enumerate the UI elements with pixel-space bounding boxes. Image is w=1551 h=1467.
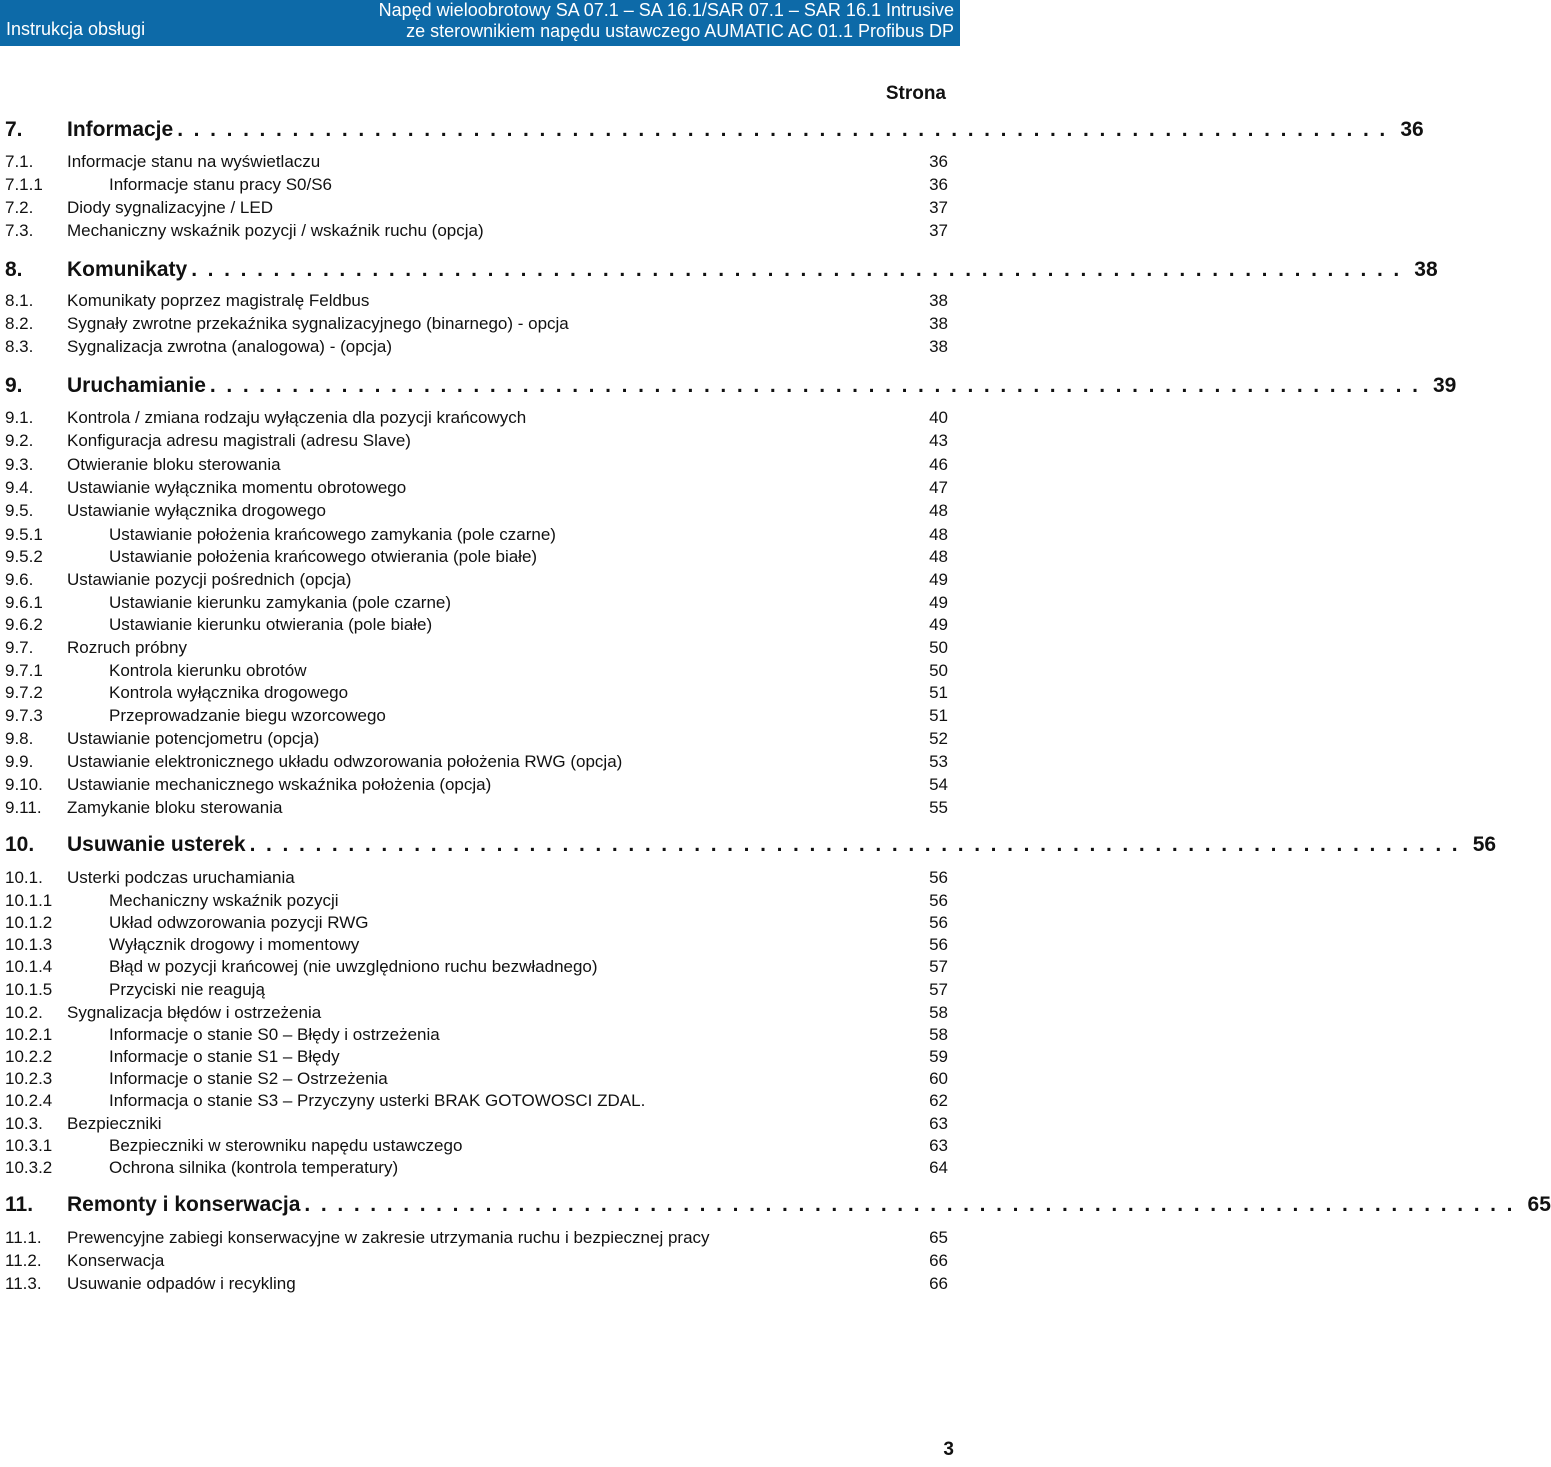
toc-entry-title: Konserwacja: [67, 1251, 165, 1270]
toc-entry-title: Informacje stanu na wyświetlaczu: [67, 152, 321, 171]
toc-entry-title: Sygnalizacja błędów i ostrzeżenia: [67, 1003, 322, 1022]
toc-entry-page: 38: [1414, 258, 1438, 281]
toc-entry-row[interactable]: [5, 152, 948, 174]
toc-entry-title: Ustawianie wyłącznika drogowego: [67, 501, 326, 520]
toc-entry-number: 10.1.5: [5, 980, 53, 999]
toc-entry-page: 37: [929, 221, 948, 240]
header-product-title: [379, 0, 954, 42]
toc-entry-number: 7.1.: [5, 152, 34, 171]
toc-entry-title: Konfiguracja adresu magistrali (adresu Slave): [67, 431, 411, 450]
toc-entry-title: Komunikaty poprzez magistralę Feldbus: [67, 291, 370, 310]
toc-entry-number: 11.: [5, 1193, 34, 1216]
toc-dot-leader: . . . . . . . . . . . . . . . . . . . . . . . . . . . . . . . . . . . . . . . . . . . . . . . . . . . . . . . . . . . . . . . . . . . . . . . . . .: [209, 374, 1421, 397]
toc-entry-row[interactable]: [5, 661, 948, 683]
toc-entry-number: 9.5.2: [5, 547, 43, 566]
toc-entry-row[interactable]: [5, 291, 948, 313]
toc-entry-number: 9.7.3: [5, 706, 43, 725]
toc-entry-title: Prewencyjne zabiegi konserwacyjne w zakresie utrzymania ruchu i bezpiecznej pracy: [67, 1228, 710, 1247]
toc-entry-number: 8.3.: [5, 337, 34, 356]
toc-entry-page: 59: [929, 1047, 948, 1066]
toc-entry-number: 10.3.1: [5, 1136, 53, 1155]
toc-entry-number: 11.3.: [5, 1274, 42, 1293]
toc-entry-number: 9.1.: [5, 408, 34, 427]
toc-entry-page: 37: [929, 198, 948, 217]
toc-entry-page: 36: [929, 152, 948, 171]
toc-entry-page: 38: [929, 314, 948, 333]
toc-entry-page: 65: [929, 1228, 948, 1247]
toc-entry-number: 10.2.: [5, 1003, 43, 1022]
toc-entry-number: 10.: [5, 833, 35, 856]
toc-entry-title: Ustawianie kierunku otwierania (pole białe): [109, 615, 433, 634]
toc-entry-title: Przeprowadzanie biegu wzorcowego: [109, 706, 386, 725]
toc-entry-number: 9.9.: [5, 752, 34, 771]
toc-entry-page: 49: [929, 593, 948, 612]
toc-entry-title: Ustawianie położenia krańcowego zamykania (pole czarne): [109, 525, 556, 544]
toc-entry-title: Bezpieczniki w sterowniku napędu ustawczego: [109, 1136, 463, 1155]
toc-entry-page: 64: [929, 1158, 948, 1177]
toc-entry-page: 56: [929, 868, 948, 887]
toc-entry-page: 49: [929, 615, 948, 634]
toc-entry-row[interactable]: [5, 1069, 948, 1091]
toc-entry-row[interactable]: [5, 337, 948, 359]
toc-entry-title: Układ odwzorowania pozycji RWG: [109, 913, 369, 932]
toc-entry-number: 9.10.: [5, 775, 43, 794]
toc-entry-row[interactable]: [5, 706, 948, 728]
toc-entry-number: 8.2.: [5, 314, 34, 333]
toc-entry-number: 9.5.1: [5, 525, 43, 544]
toc-entry-row[interactable]: [5, 198, 948, 220]
toc-entry-number: 10.3.: [5, 1114, 43, 1133]
toc-entry-row[interactable]: [5, 525, 948, 547]
toc-entry-title: Sygnalizacja zwrotna (analogowa) - (opcja): [67, 337, 393, 356]
toc-entry-page: 47: [929, 478, 948, 497]
toc-entry-title: Usuwanie odpadów i recykling: [67, 1274, 296, 1293]
toc-entry-number: 9.7.2: [5, 683, 43, 702]
toc-entry-page: 57: [929, 980, 948, 999]
toc-entry-title: Informacje: [67, 118, 174, 141]
toc-entry-title: Komunikaty: [67, 258, 188, 281]
toc-entry-number: 10.2.2: [5, 1047, 53, 1066]
toc-entry-number: 9.: [5, 374, 23, 397]
toc-entry-row[interactable]: [5, 1158, 948, 1180]
toc-entry-title: Mechaniczny wskaźnik pozycji: [109, 891, 339, 910]
toc-entry-row[interactable]: [5, 547, 948, 569]
toc-entry-page: 56: [1472, 833, 1497, 856]
toc-entry-number: 7.1.1: [5, 175, 43, 194]
toc-entry-row[interactable]: [5, 1003, 948, 1025]
toc-entry-row[interactable]: [5, 729, 948, 751]
toc-entry-number: 9.4.: [5, 478, 34, 497]
toc-entry-title: Informacje o stanie S1 – Błędy: [109, 1047, 340, 1066]
toc-entry-title: Kontrola / zmiana rodzaju wyłączenia dla pozycji krańcowych: [67, 408, 527, 427]
toc-entry-title: Ustawianie pozycji pośrednich (opcja): [67, 570, 352, 589]
toc-entry-page: 56: [929, 891, 948, 910]
toc-entry-number: 7.: [5, 118, 23, 141]
toc-entry-title: Ustawianie położenia krańcowego otwierania (pole białe): [109, 547, 538, 566]
toc-entry-number: 9.7.1: [5, 661, 43, 680]
toc-entry-row[interactable]: [5, 1274, 948, 1296]
toc-entry-page: 48: [929, 547, 948, 566]
toc-entry-row[interactable]: [5, 455, 948, 477]
toc-chapter-row[interactable]: [5, 118, 1424, 146]
toc-entry-page: 48: [929, 525, 948, 544]
toc-entry-number: 9.2.: [5, 431, 34, 450]
header-title-line-1: Napęd wieloobrotowy SA 07.1 – SA 16.1/SAR 07.1 – SAR 16.1 Intrusive: [378, 0, 954, 20]
toc-entry-row[interactable]: [5, 913, 948, 935]
toc-entry-title: Ustawianie potencjometru (opcja): [67, 729, 320, 748]
toc-entry-title: Bezpieczniki: [67, 1114, 162, 1133]
toc-dot-leader: . . . . . . . . . . . . . . . . . . . . . . . . . . . . . . . . . . . . . . . . . . . . . . . . . . . . . . . . . . . . . . . . . . . . . . . . . .: [177, 118, 1388, 141]
toc-entry-number: 9.5.: [5, 501, 34, 520]
toc-chapter-row[interactable]: [5, 258, 1438, 286]
toc-entry-page: 60: [929, 1069, 948, 1088]
toc-entry-title: Ustawianie mechanicznego wskaźnika położenia (opcja): [67, 775, 492, 794]
toc-entry-row[interactable]: [5, 1047, 948, 1069]
toc-entry-number: 10.2.3: [5, 1069, 53, 1088]
toc-entry-row[interactable]: [5, 1251, 948, 1273]
header-title-line-2: ze sterownikiem napędu ustawczego AUMATIC AC 01.1 Profibus DP: [406, 21, 954, 41]
toc-entry-page: 66: [929, 1274, 948, 1293]
toc-entry-number: 9.11.: [5, 798, 42, 817]
toc-entry-row[interactable]: [5, 775, 948, 797]
toc-entry-title: Ustawianie elektronicznego układu odwzorowania położenia RWG (opcja): [67, 752, 623, 771]
toc-entry-title: Sygnały zwrotne przekaźnika sygnalizacyjnego (binarnego) - opcja: [67, 314, 569, 333]
toc-entry-title: Przyciski nie reagują: [109, 980, 265, 999]
toc-entry-page: 43: [929, 431, 948, 450]
toc-entry-page: 46: [929, 455, 948, 474]
toc-entry-number: 9.6.2: [5, 615, 43, 634]
toc-entry-number: 8.1.: [5, 291, 34, 310]
toc-entry-page: 50: [929, 638, 948, 657]
toc-entry-row[interactable]: [5, 638, 948, 660]
toc-entry-title: Informacja o stanie S3 – Przyczyny usterki BRAK GOTOWOSCI ZDAL.: [109, 1091, 646, 1110]
toc-entry-number: 10.3.2: [5, 1158, 53, 1177]
toc-entry-number: 10.1.4: [5, 957, 53, 976]
toc-entry-row[interactable]: [5, 752, 948, 774]
toc-entry-row[interactable]: [5, 408, 948, 430]
toc-entry-page: 49: [929, 570, 948, 589]
toc-entry-page: 51: [929, 683, 948, 702]
toc-dot-leader: . . . . . . . . . . . . . . . . . . . . . . . . . . . . . . . . . . . . . . . . . . . . . . . . . . . . . . . . . . . . . . . . . . . . . . . . . .: [249, 833, 1461, 856]
toc-entry-row[interactable]: [5, 478, 948, 500]
toc-chapter-row[interactable]: [5, 374, 1457, 402]
page-number: 3: [943, 1439, 954, 1460]
toc-entry-page: 63: [929, 1136, 948, 1155]
toc-entry-row[interactable]: [5, 314, 948, 336]
toc-entry-title: Błąd w pozycji krańcowej (nie uwzględniono ruchu bezwładnego): [109, 957, 598, 976]
toc-entry-number: 11.1.: [5, 1228, 42, 1247]
toc-entry-page: 58: [929, 1003, 948, 1022]
toc-entry-page: 36: [929, 175, 948, 194]
toc-entry-number: 9.3.: [5, 455, 34, 474]
toc-entry-row[interactable]: [5, 431, 948, 453]
toc-entry-number: 7.3.: [5, 221, 34, 240]
toc-entry-number: 10.2.1: [5, 1025, 53, 1044]
toc-entry-page: 48: [929, 501, 948, 520]
toc-entry-title: Rozruch próbny: [67, 638, 188, 657]
toc-entry-row[interactable]: [5, 891, 948, 913]
toc-entry-title: Kontrola wyłącznika drogowego: [109, 683, 349, 702]
toc-entry-page: 38: [929, 291, 948, 310]
toc-entry-row[interactable]: [5, 221, 948, 243]
toc-entry-title: Ochrona silnika (kontrola temperatury): [109, 1158, 399, 1177]
toc-entry-page: 56: [929, 913, 948, 932]
toc-entry-page: 58: [929, 1025, 948, 1044]
toc-entry-page: 36: [1400, 118, 1424, 141]
toc-dot-leader: . . . . . . . . . . . . . . . . . . . . . . . . . . . . . . . . . . . . . . . . . . . . . . . . . . . . . . . . . . . . . . . . . . . . . . . . . .: [304, 1193, 1515, 1216]
toc-dot-leader: . . . . . . . . . . . . . . . . . . . . . . . . . . . . . . . . . . . . . . . . . . . . . . . . . . . . . . . . . . . . . . . . . . . . . . . . . .: [191, 258, 1402, 281]
toc-entry-title: Usterki podczas uruchamiania: [67, 868, 295, 887]
toc-entry-page: 50: [929, 661, 948, 680]
toc-entry-row[interactable]: [5, 175, 948, 197]
toc-entry-page: 53: [929, 752, 948, 771]
toc-entry-row[interactable]: [5, 593, 948, 615]
toc-entry-title: Kontrola kierunku obrotów: [109, 661, 307, 680]
toc-entry-number: 10.1.3: [5, 935, 53, 954]
toc-entry-number: 7.2.: [5, 198, 34, 217]
toc-entry-page: 51: [929, 706, 948, 725]
toc-entry-row[interactable]: [5, 570, 948, 592]
toc-entry-row[interactable]: [5, 868, 948, 890]
toc-entry-page: 52: [929, 729, 948, 748]
toc-chapter-row[interactable]: [5, 1193, 1551, 1221]
toc-entry-page: 40: [929, 408, 948, 427]
toc-entry-row[interactable]: [5, 1228, 948, 1250]
toc-entry-number: 9.8.: [5, 729, 34, 748]
toc-entry-title: Informacje stanu pracy S0/S6: [109, 175, 333, 194]
toc-entry-number: 8.: [5, 258, 23, 281]
toc-entry-title: Ustawianie kierunku zamykania (pole czarne): [109, 593, 452, 612]
toc-entry-page: 57: [929, 957, 948, 976]
toc-entry-number: 10.1.1: [5, 891, 53, 910]
toc-entry-title: Uruchamianie: [67, 374, 206, 397]
toc-entry-number: 10.1.2: [5, 913, 53, 932]
toc-entry-page: 66: [929, 1251, 948, 1270]
toc-chapter-row[interactable]: [5, 833, 1497, 861]
toc-entry-number: 9.6.: [5, 570, 34, 589]
toc-entry-row[interactable]: [5, 798, 948, 820]
toc-entry-row[interactable]: [5, 957, 948, 979]
toc-entry-row[interactable]: [5, 935, 948, 957]
toc-entry-row[interactable]: [5, 501, 948, 523]
toc-entry-page: 62: [929, 1091, 948, 1110]
toc-entry-title: Informacje o stanie S2 – Ostrzeżenia: [109, 1069, 388, 1088]
toc-entry-page: 54: [929, 775, 948, 794]
toc-entry-row[interactable]: [5, 1091, 948, 1113]
toc-entry-page: 55: [929, 798, 948, 817]
toc-entry-number: 11.2.: [5, 1251, 42, 1270]
toc-entry-page: 56: [929, 935, 948, 954]
page-header: [0, 0, 960, 46]
toc-entry-page: 39: [1433, 374, 1457, 397]
toc-entry-row[interactable]: [5, 1114, 948, 1136]
toc-entry-number: 10.1.: [5, 868, 43, 887]
toc-entry-page: 65: [1527, 1193, 1551, 1216]
toc-entry-row[interactable]: [5, 980, 948, 1002]
toc-entry-title: Zamykanie bloku sterowania: [67, 798, 283, 817]
page-column-heading: Strona: [885, 83, 946, 104]
toc-entry-page: 63: [929, 1114, 948, 1133]
toc-entry-title: Usuwanie usterek: [67, 833, 246, 856]
toc-entry-title: Informacje o stanie S0 – Błędy i ostrzeżenia: [109, 1025, 440, 1044]
toc-entry-title: Ustawianie wyłącznika momentu obrotowego: [67, 478, 407, 497]
toc-entry-row[interactable]: [5, 1136, 948, 1158]
toc-entry-row[interactable]: [5, 1025, 948, 1047]
toc-entry-row[interactable]: [5, 615, 948, 637]
toc-entry-number: 9.6.1: [5, 593, 43, 612]
toc-entry-title: Diody sygnalizacyjne / LED: [67, 198, 273, 217]
toc-entry-title: Wyłącznik drogowy i momentowy: [109, 935, 360, 954]
toc-entry-title: Remonty i konserwacja: [67, 1193, 301, 1216]
toc-entry-page: 38: [929, 337, 948, 356]
toc-entry-title: Otwieranie bloku sterowania: [67, 455, 281, 474]
toc-entry-number: 9.7.: [5, 638, 34, 657]
toc-entry-number: 10.2.4: [5, 1091, 53, 1110]
toc-entry-row[interactable]: [5, 683, 948, 705]
toc-entry-title: Mechaniczny wskaźnik pozycji / wskaźnik ruchu (opcja): [67, 221, 484, 240]
header-document-type: Instrukcja obsługi: [6, 19, 146, 39]
